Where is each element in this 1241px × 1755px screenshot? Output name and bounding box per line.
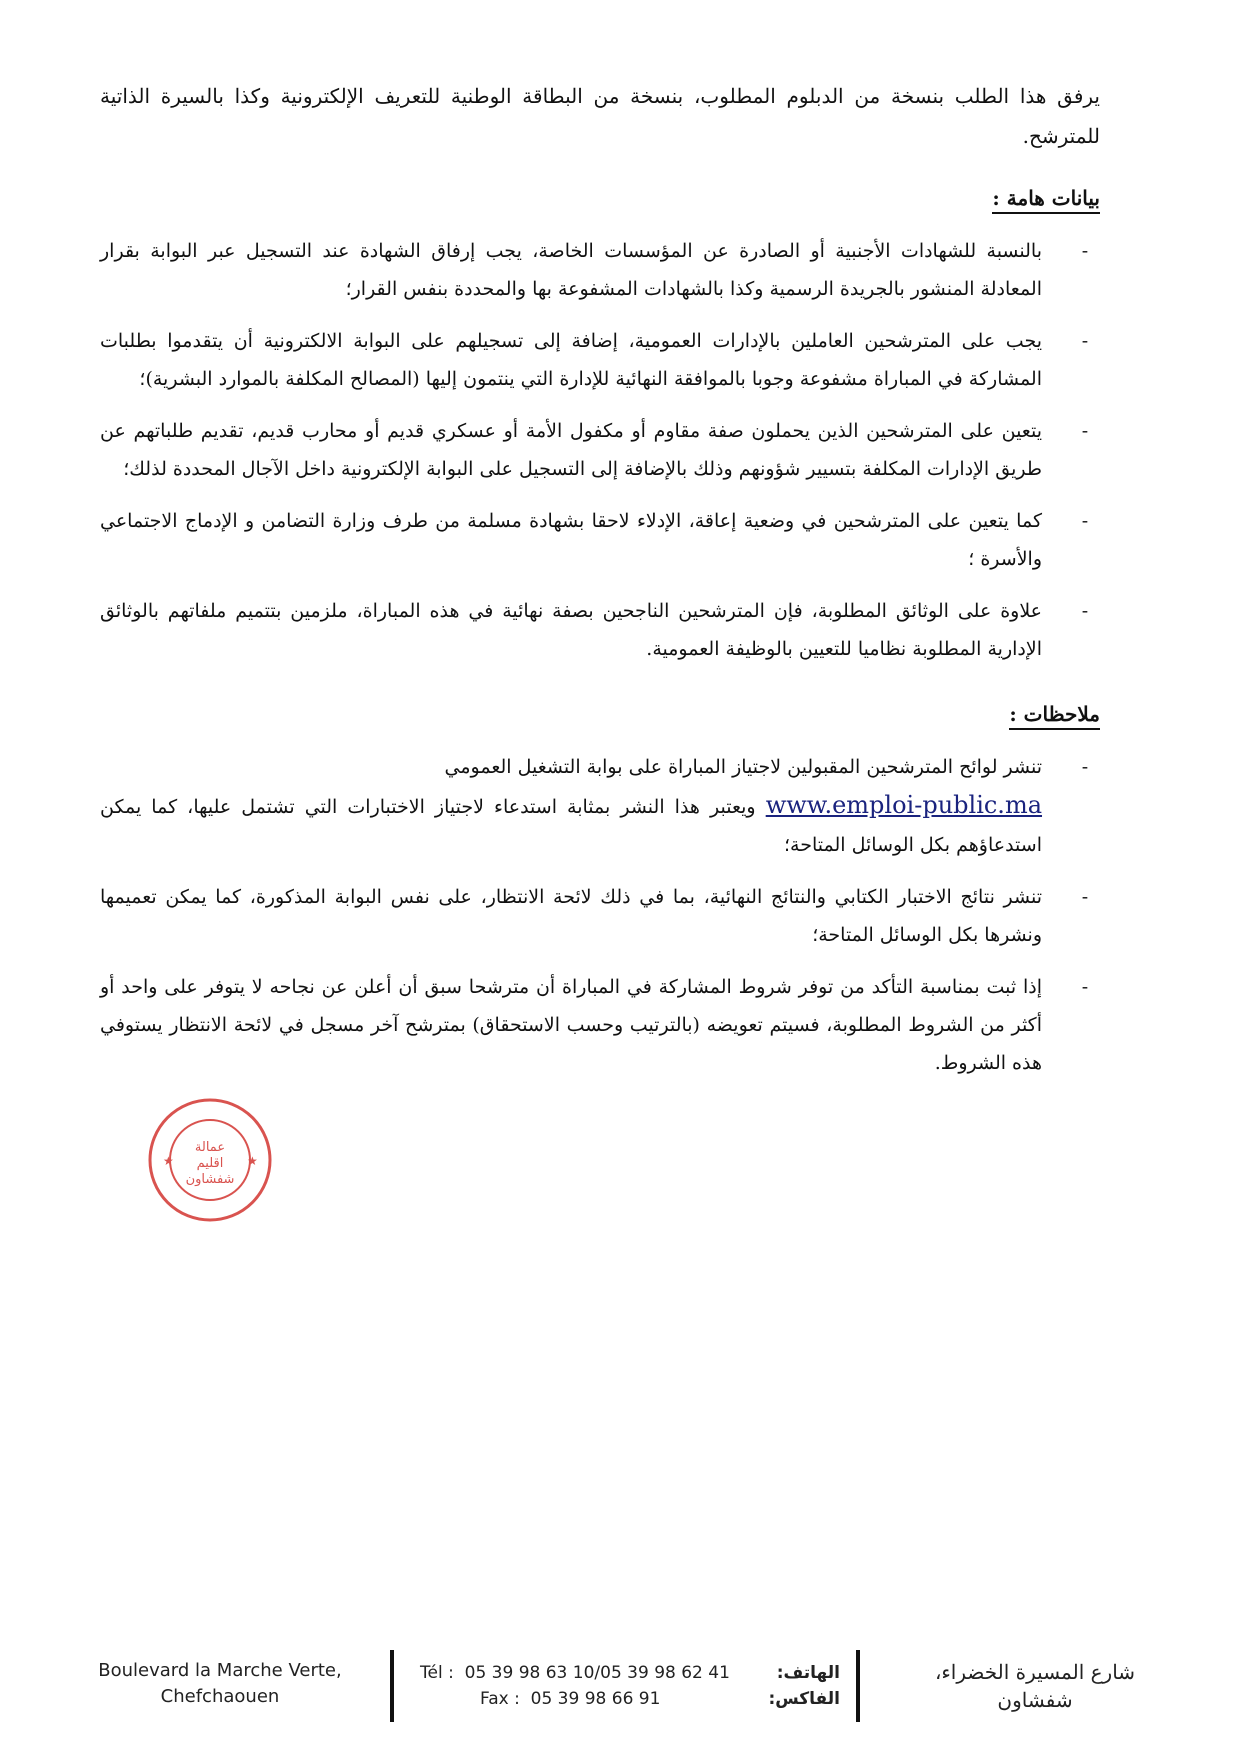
footer-address-ar: شارع المسيرة الخضراء، شفشاون (934, 1660, 1136, 1712)
dash-bullet: - (1081, 330, 1089, 352)
dash-bullet: - (1081, 240, 1089, 262)
svg-text:عمالة: عمالة (194, 1140, 226, 1155)
important-heading: بيانات هامة : (100, 178, 1100, 218)
footer-contact (420, 1660, 840, 1712)
list-item: - تنشر نتائج الاختبار الكتابي والنتائج النهائية، بما في ذلك لائحة الانتظار، على نفس البوابة المذكورة، كما يمكن تعميمها ونشرها بكل الوسائل المتاحة؛ (100, 878, 1100, 954)
dash-bullet: - (1081, 420, 1089, 442)
dash-bullet: - (1081, 510, 1089, 532)
list-item: - يتعين على المترشحين الذين يحملون صفة مقاوم أو مكفول الأمة أو عسكري قديم أو محارب قديم، تقديم طلباتهم عن طريق الإدارات المكلفة بتسيير شؤونهم وذلك بالإضافة إلى التسجيل على البوابة الإلكترونية داخل الآجال المحددة لذلك؛ (100, 412, 1100, 488)
emploi-public-link[interactable]: www.emploi-public.ma (765, 791, 1043, 819)
footer-tel-row: Tél : 05 39 98 63 10/05 39 98 62 41 الهاتف: (420, 1663, 840, 1683)
footer-fax-row: Fax : 05 39 98 66 91 الفاكس: (480, 1689, 840, 1709)
important-list (100, 232, 1100, 668)
notes-list (100, 748, 1100, 1082)
footer-divider (856, 1650, 860, 1722)
footer-address-fr: Boulevard la Marche Verte, Chefchaouen (98, 1660, 342, 1707)
document-body (100, 76, 1100, 1082)
list-item: - يجب على المترشحين العاملين بالإدارات العمومية، إضافة إلى تسجيلهم على البوابة الالكترونية أن يتقدموا بطلبات المشاركة في المباراة مشفوعة وجوبا بالموافقة النهائية للإدارة التي ينتمون إليها (المصالح المكلفة بالموارد البشرية)؛ (100, 322, 1100, 398)
dash-bullet: - (1081, 886, 1089, 908)
svg-text:اقليم: اقليم (196, 1156, 224, 1171)
footer-divider (390, 1650, 394, 1722)
intro-paragraph: يرفق هذا الطلب بنسخة من الدبلوم المطلوب، بنسخة من البطاقة الوطنية للتعريف الإلكترونية وكذا بالسيرة الذاتية للمترشح. (100, 84, 1100, 148)
svg-text:شفشاون: شفشاون (185, 1172, 235, 1187)
list-item: - إذا ثبت بمناسبة التأكد من توفر شروط المشاركة في المباراة أن مترشحا سبق أن أعلن عن نجاحه لا يتوفر على واحد أو أكثر من الشروط المطلوبة، فسيتم تعويضه (بالترتيب وحسب الاستحقاق) بمترشح آخر مسجل في لائحة الانتظار يستوفي هذه الشروط. (100, 968, 1100, 1082)
dash-bullet: - (1081, 976, 1089, 998)
official-stamp (145, 1095, 275, 1225)
notes-heading: ملاحظات : (100, 694, 1100, 734)
list-item: - علاوة على الوثائق المطلوبة، فإن المترشحين الناجحين بصفة نهائية في هذه المباراة، ملزمين بتتميم ملفاتهم بالوثائق الإدارية المطلوبة نظاميا للتعيين بالوظيفة العمومية. (100, 592, 1100, 668)
list-item: - تنشر لوائح المترشحين المقبولين لاجتياز المباراة على بوابة التشغيل العمومي www.emploi-public.ma ويعتبر هذا النشر بمثابة استدعاء لاجتياز الاختبارات التي تشتمل عليها، كما يمكن استدعاؤهم بكل الوسائل المتاحة؛ (100, 748, 1100, 864)
svg-text:★: ★ (163, 1154, 174, 1168)
dash-bullet: - (1081, 600, 1089, 622)
list-item: - بالنسبة للشهادات الأجنبية أو الصادرة عن المؤسسات الخاصة، يجب إرفاق الشهادة عند التسجيل عبر البوابة بقرار المعادلة المنشور بالجريدة الرسمية وكذا بالشهادات المشفوعة بها والمحددة بنفس القرار؛ (100, 232, 1100, 308)
svg-text:★: ★ (247, 1154, 258, 1168)
dash-bullet: - (1081, 756, 1089, 778)
list-item: - كما يتعين على المترشحين في وضعية إعاقة، الإدلاء لاحقا بشهادة مسلمة من طرف وزارة التضامن و الإدماج الاجتماعي والأسرة ؛ (100, 502, 1100, 578)
footer (0, 1640, 1241, 1740)
